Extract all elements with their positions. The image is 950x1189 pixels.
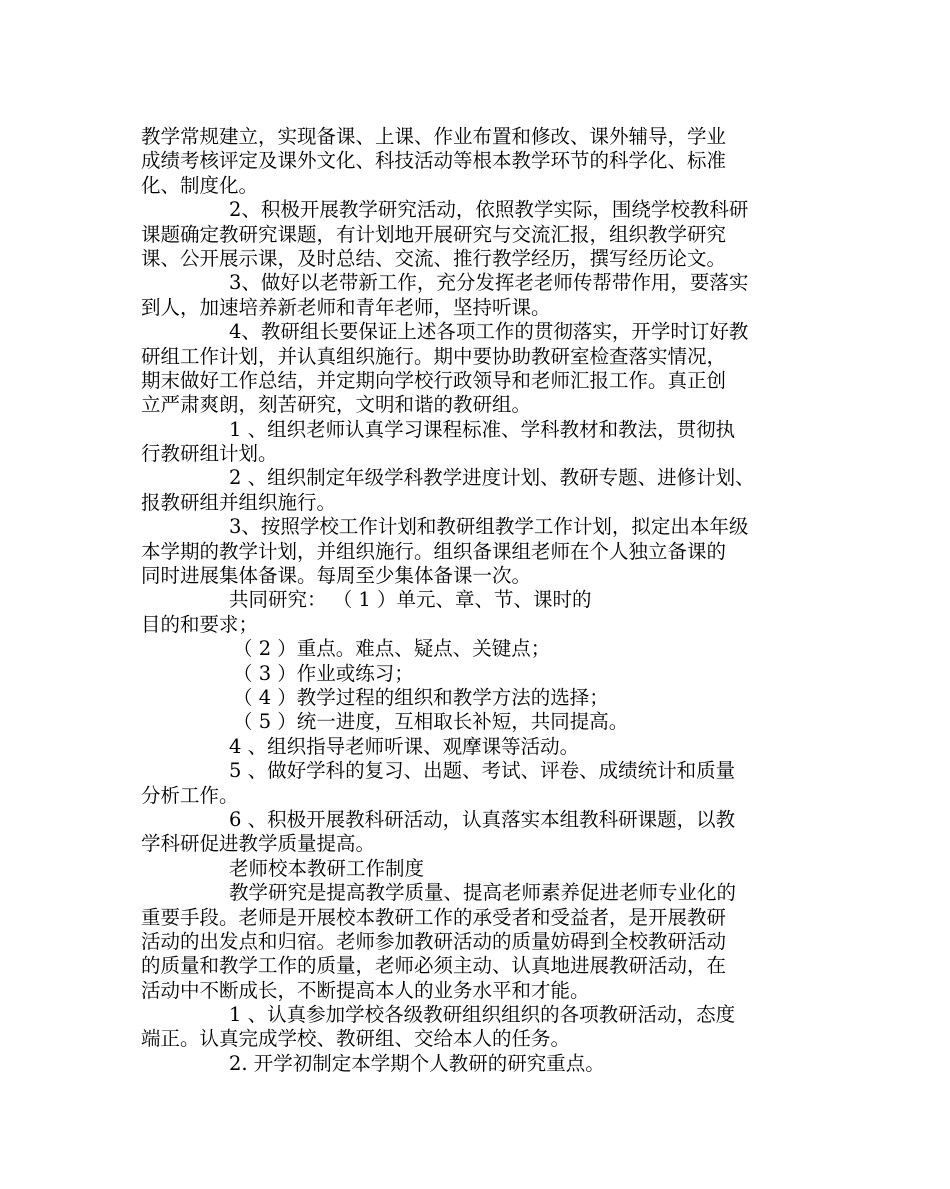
text-line-content: 本学期的教学计划，并组织施行。组织备课组老师在个人独立备课的	[141, 539, 727, 563]
text-line	[141, 979, 821, 1003]
text-line-content: 5 、做好学科的复习、出题、考试、评卷、成绩统计和质量	[229, 759, 736, 783]
text-line	[141, 296, 821, 320]
text-line-content: 3、做好以老带新工作，充分发挥老老师传帮带作用，要落实	[229, 271, 749, 295]
text-line-content: 课、公开展示课，及时总结、交流、推行教学经历，撰写经历论文。	[141, 246, 727, 270]
text-line-content: 活动的出发点和归宿。老师参加教研活动的质量妨碍到全校教研活动	[141, 929, 727, 953]
text-line-content: 2、积极开展教学研究活动，依照教学实际，围绕学校教科研	[229, 198, 749, 222]
text-line	[141, 515, 821, 539]
text-line-content: 到人，加速培养新老师和青年老师，坚持听课。	[141, 295, 551, 319]
text-line-content: 的质量和教学工作的质量，老师必须主动、认真地进展教研活动，在	[141, 954, 727, 978]
text-line	[141, 906, 821, 930]
text-line-content: 4 、组织指导老师听课、观摩课等活动。	[229, 734, 580, 758]
text-line	[141, 125, 821, 149]
text-line-content: 2. 开学初制定本学期个人教研的研究重点。	[229, 1051, 605, 1075]
text-line-content: 重要手段。老师是开展校本教研工作的承受者和受益者，是开展教研	[141, 905, 727, 929]
text-line-content: （ 4 ）教学过程的组织和教学方法的选择；	[233, 685, 609, 709]
text-line	[141, 613, 821, 637]
text-line-content: 化、制度化。	[141, 173, 259, 197]
text-line-content: 端正。认真完成学校、教研组、交给本人的任务。	[141, 1027, 571, 1051]
text-line	[141, 784, 821, 808]
text-line	[141, 540, 821, 564]
text-line	[141, 588, 821, 612]
text-line	[141, 881, 821, 905]
text-line	[141, 954, 821, 978]
text-line-content: 课题确定教研究课题，有计划地开展研究与交流汇报，组织教学研究	[141, 222, 727, 246]
text-line-content: （ 5 ）统一进度，互相取长补短，共同提高。	[233, 710, 629, 734]
text-line-content: 6 、积极开展教科研活动，认真落实本组教科研课题，以教	[229, 807, 736, 831]
text-line-content: （ 3 ）作业或练习；	[233, 661, 414, 685]
text-line	[141, 735, 821, 759]
text-line	[141, 1027, 821, 1051]
text-line-content: 教学常规建立，实现备课、上课、作业布置和修改、课外辅导，学业	[141, 125, 727, 148]
text-line-content: 分析工作。	[141, 783, 239, 807]
text-line	[141, 247, 821, 271]
text-line	[141, 710, 821, 734]
text-line-content: 行教研组计划。	[141, 442, 278, 466]
text-line	[141, 832, 821, 856]
text-line	[141, 808, 821, 832]
text-line-content: 1 、认真参加学校各级教研组织组织的各项教研活动，态度	[229, 1003, 736, 1027]
text-line-content: 成绩考核评定及课外文化、科技活动等根本教学环节的科学化、标准	[141, 149, 727, 173]
text-line-content: 立严肃爽朗，刻苦研究，文明和谐的教研组。	[141, 393, 532, 417]
text-line-content: 同时进展集体备课。每周至少集体备课一次。	[141, 564, 532, 588]
text-line	[141, 320, 821, 344]
text-line	[141, 1003, 821, 1027]
text-line-content: 目的和要求；	[141, 612, 259, 636]
text-line-content: 老师校本教研工作制度	[229, 856, 425, 880]
text-line	[141, 149, 821, 173]
text-line-content: 学科研促进教学质量提高。	[141, 832, 376, 856]
text-line	[141, 442, 821, 466]
text-line-content: 教学研究是提高教学质量、提高老师素养促进老师专业化的	[229, 881, 737, 905]
text-line-content: 共同研究： （ 1 ）单元、章、节、课时的	[229, 588, 592, 612]
text-line	[141, 662, 821, 686]
text-line-content: 4、教研组长要保证上述各项工作的贯彻落实，开学时订好教	[229, 320, 749, 344]
text-line-content: 报教研组并组织施行。	[141, 490, 337, 514]
text-line	[141, 857, 821, 881]
text-line-content: 2 、组织制定年级学科教学进度计划、教研专题、进修计划、	[229, 466, 755, 490]
document-body	[141, 125, 821, 1076]
text-line	[141, 223, 821, 247]
text-line	[141, 637, 821, 661]
text-line	[141, 491, 821, 515]
text-line-content: 期末做好工作总结，并定期向学校行政领导和老师汇报工作。真正创	[141, 368, 727, 392]
text-line	[141, 393, 821, 417]
text-line	[141, 271, 821, 295]
text-line	[141, 466, 821, 490]
text-line	[141, 418, 821, 442]
text-line	[141, 930, 821, 954]
text-line-content: （ 2 ）重点。难点、疑点、关键点；	[233, 637, 551, 661]
text-line	[141, 198, 821, 222]
text-line	[141, 1052, 821, 1076]
text-line-content: 3、按照学校工作计划和教研组教学工作计划，拟定出本年级	[229, 515, 749, 539]
text-line-content: 1 、组织老师认真学习课程标准、学科教材和教法，贯彻执	[229, 417, 736, 441]
text-line	[141, 369, 821, 393]
text-line-content: 活动中不断成长，不断提高本人的业务水平和才能。	[141, 978, 590, 1002]
text-line	[141, 174, 821, 198]
text-line	[141, 345, 821, 369]
text-line	[141, 759, 821, 783]
text-line-content: 研组工作计划，并认真组织施行。期中要协助教研室检查落实情况，	[141, 344, 727, 368]
text-line	[141, 686, 821, 710]
text-line	[141, 564, 821, 588]
